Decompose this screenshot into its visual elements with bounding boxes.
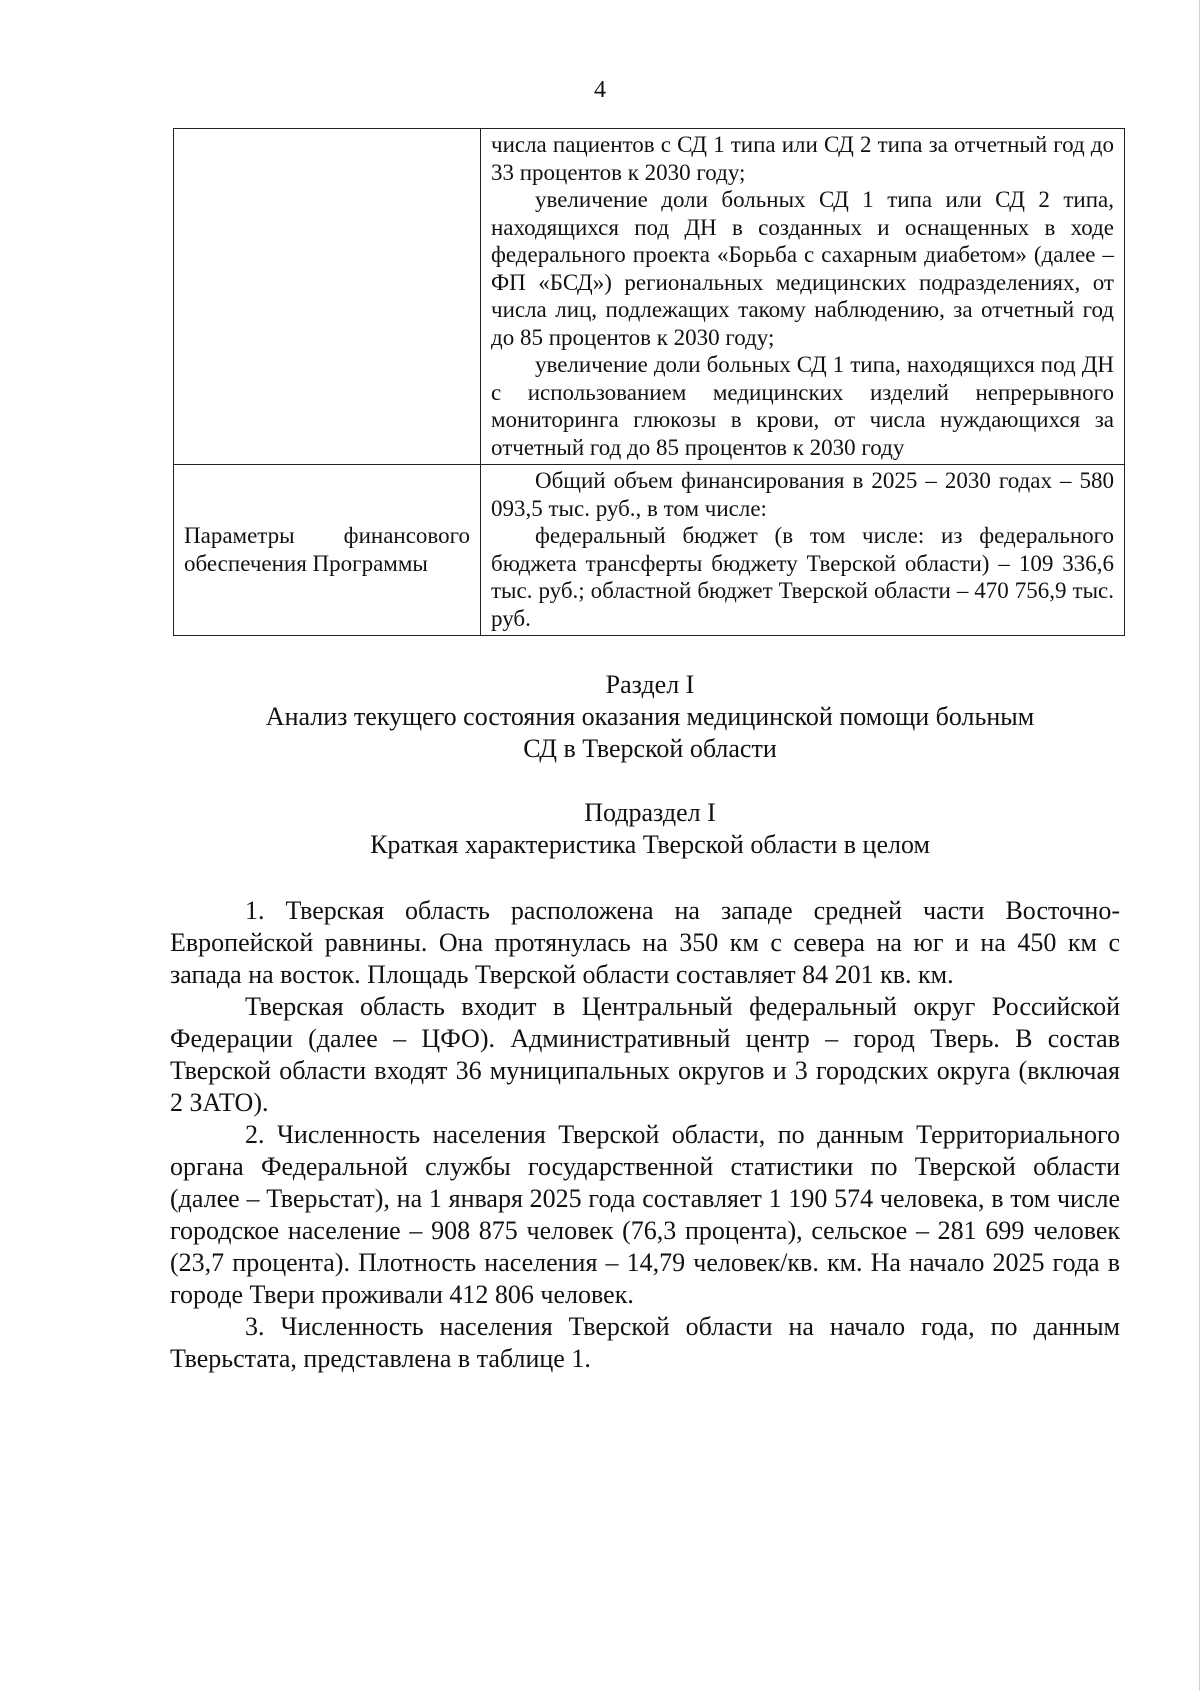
body-paragraph: Тверская область входит в Центральный федеральный округ Российской Федерации (далее – ЦФО). Административный центр – город Тверь. В состав Тверской области входят 36 муниципальных округов и 3 городских округа (включая 2 ЗАТО). <box>170 992 1120 1117</box>
table-cell-label: Параметры финансового обеспечения Программы <box>174 465 481 636</box>
subsection-heading <box>160 797 1140 861</box>
table-cell-value <box>481 465 1125 636</box>
table-cell-value <box>481 129 1125 465</box>
table-paragraph: увеличение доли больных СД 1 типа или СД 2 типа, находящихся под ДН в созданных и оснащенных в ходе федерального проекта «Борьба с сахарным диабетом» (далее – ФП «БСД») региональных медицинских подразделениях, от числа лиц, подлежащих такому наблюдению, за отчетный год до 85 процентов к 2030 году; <box>491 187 1114 350</box>
section-title-line: Анализ текущего состояния оказания медицинской помощи больным <box>265 702 1035 731</box>
body-paragraph: 3. Численность населения Тверской области на начало года, по данным Тверьстата, представлена в таблице 1. <box>170 1312 1120 1373</box>
table-paragraph: федеральный бюджет (в том числе: из федерального бюджета трансферты бюджету Тверской области) – 109 336,6 тыс. руб.; областной бюджет Тверской области – 470 756,9 тыс. руб. <box>491 523 1114 631</box>
table-row <box>174 129 1125 465</box>
body-paragraph: 2. Численность населения Тверской области, по данным Территориального органа Федеральной службы государственной статистики по Тверской области (далее – Тверьстат), на 1 января 2025 года составляет 1 190 574 человека, в том числе городское население – 908 875 человек (76,3 процента), сельское – 281 699 человек (23,7 процента). Плотность населения – 14,79 человек/кв. км. На начало 2025 года в городе Твери проживали 412 806 человек. <box>170 1120 1120 1309</box>
section-title-line: СД в Тверской области <box>523 734 777 763</box>
table-paragraph: Общий объем финансирования в 2025 – 2030 годах – 580 093,5 тыс. руб., в том числе: <box>491 468 1114 521</box>
table-paragraph: увеличение доли больных СД 1 типа, находящихся под ДН с использованием медицинских изделий непрерывного мониторинга глюкозы в крови, от числа нуждающихся за отчетный год до 85 процентов к 2030 году <box>491 352 1114 460</box>
program-parameters-table <box>173 128 1125 636</box>
table-paragraph: числа пациентов с СД 1 типа или СД 2 типа за отчетный год до 33 процентов к 2030 году; <box>491 132 1114 185</box>
page-number: 4 <box>594 77 606 103</box>
document-body <box>170 895 1120 1375</box>
body-paragraph: 1. Тверская область расположена на западе средней части Восточно-Европейской равнины. Она протянулась на 350 км с севера на юг и на 450 км с запада на восток. Площадь Тверской области составляет 84 201 кв. км. <box>170 896 1120 989</box>
section-label: Раздел I <box>605 670 695 699</box>
table-cell-label <box>174 129 481 465</box>
subsection-label: Подраздел I <box>584 798 716 827</box>
table-row <box>174 465 1125 636</box>
subsection-title: Краткая характеристика Тверской области в целом <box>370 830 930 859</box>
section-heading <box>160 669 1140 765</box>
